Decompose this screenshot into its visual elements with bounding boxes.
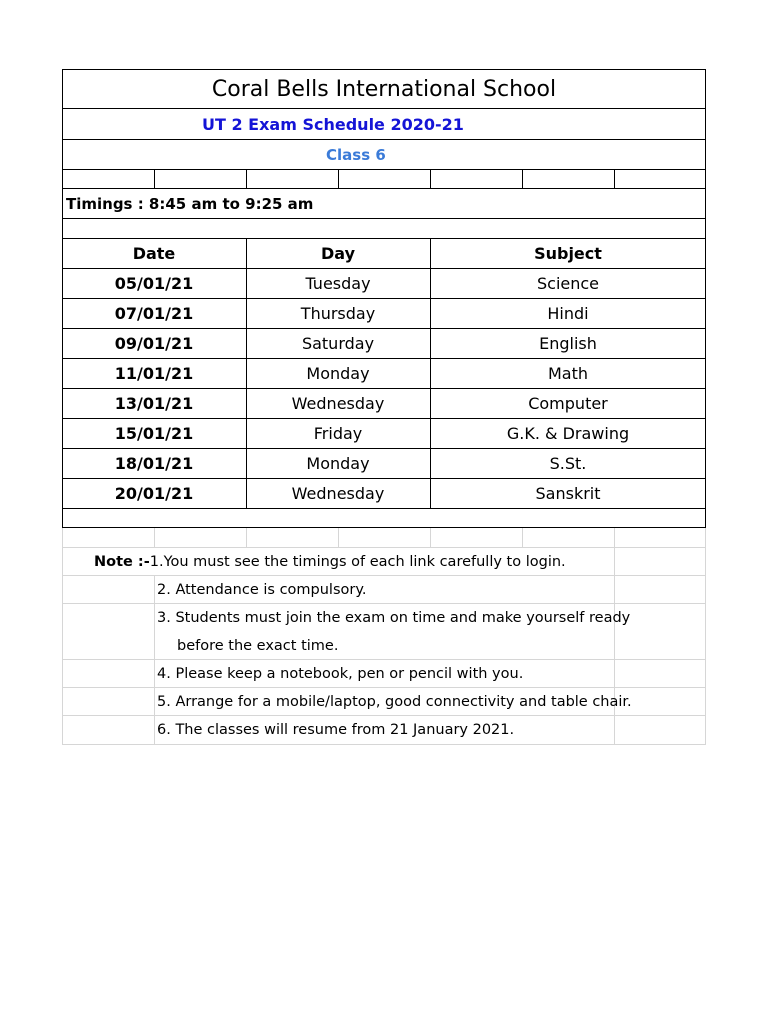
- row-date: 07/01/21: [114, 304, 194, 323]
- row-date: 11/01/21: [114, 364, 194, 383]
- rule: [62, 169, 706, 170]
- row-day: Wednesday: [291, 394, 385, 413]
- row-day: Thursday: [300, 304, 376, 323]
- tick: [338, 169, 339, 189]
- row-day: Monday: [306, 454, 370, 473]
- row-subject: Hindi: [547, 304, 589, 323]
- grid-line: [430, 528, 431, 547]
- note-border-right: [705, 528, 706, 745]
- row-date: 15/01/21: [114, 424, 194, 443]
- note-line-4: 4. Please keep a notebook, pen or pencil with you.: [157, 665, 524, 682]
- row-day: Tuesday: [305, 274, 371, 293]
- column-header-day: Day: [320, 244, 355, 263]
- note-line-3-continued: before the exact time.: [177, 637, 339, 654]
- grid-line: [154, 528, 155, 547]
- row-subject: G.K. & Drawing: [506, 424, 630, 443]
- row-day: Wednesday: [291, 484, 385, 503]
- grid-line: [338, 528, 339, 547]
- grid-line: [522, 528, 523, 547]
- row-date: 18/01/21: [114, 454, 194, 473]
- row-day: Monday: [306, 364, 370, 383]
- column-header-subject: Subject: [534, 244, 602, 263]
- note-label: Note :-: [94, 553, 150, 570]
- grid-line: [154, 575, 155, 744]
- row-subject: Math: [547, 364, 589, 383]
- note-text: 1.You must see the timings of each link carefully to login.: [149, 553, 566, 570]
- note-line-1: [94, 548, 566, 575]
- tick: [430, 169, 431, 189]
- school-name: Coral Bells International School: [211, 76, 557, 102]
- row-date: 20/01/21: [114, 484, 194, 503]
- column-header-date: Date: [132, 244, 176, 263]
- row-subject: Computer: [528, 394, 608, 413]
- row-date: 05/01/21: [114, 274, 194, 293]
- row-date: 13/01/21: [114, 394, 194, 413]
- note-line-2: 2. Attendance is compulsory.: [157, 581, 367, 598]
- row-subject: Science: [536, 274, 600, 293]
- tick: [614, 169, 615, 189]
- note-line-3: 3. Students must join the exam on time and make yourself ready: [157, 609, 631, 626]
- rule: [62, 218, 706, 219]
- row-subject: Sanskrit: [535, 484, 601, 503]
- note-line-5: 5. Arrange for a mobile/laptop, good connectivity and table chair.: [157, 693, 632, 710]
- row-date: 09/01/21: [114, 334, 194, 353]
- row-day: Saturday: [301, 334, 375, 353]
- note-line-6: 6. The classes will resume from 21 January 2021.: [157, 722, 515, 738]
- timings: Timings : 8:45 am to 9:25 am: [66, 194, 314, 213]
- class-label: Class 6: [326, 145, 386, 164]
- schedule-title: UT 2 Exam Schedule 2020-21: [202, 114, 464, 134]
- grid-line: [246, 528, 247, 547]
- rule: [62, 527, 706, 528]
- row-subject: English: [539, 334, 597, 353]
- row-day: Friday: [313, 424, 363, 443]
- tick: [522, 169, 523, 189]
- rule: [62, 508, 706, 509]
- rule: [62, 744, 706, 745]
- tick: [246, 169, 247, 189]
- row-subject: S.St.: [549, 454, 587, 473]
- note-border-left: [62, 528, 63, 745]
- tick: [154, 169, 155, 189]
